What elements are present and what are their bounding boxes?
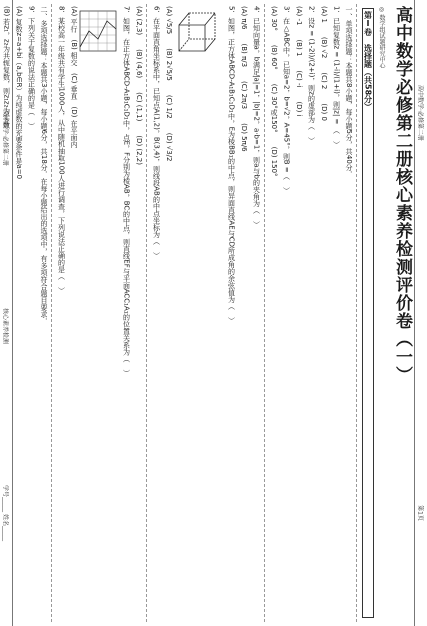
right-binding-strip <box>414 0 427 626</box>
grid-chart-icon <box>78 9 118 57</box>
question-4: 4．已知向量a，b满足|a|=1，|b|=2，a·b=1，则a与b的夹角为（ ） <box>252 6 261 229</box>
column-2 <box>146 4 262 622</box>
text-line: 一、单项选择题：本题共8小题，每小题5分，共40分． <box>345 6 353 178</box>
option-9a: (A) 复数z=a+bi（a,b∈R）为纯虚数的充要条件是a=0 <box>15 6 23 180</box>
options-5: (A) √5/5 (B) 2√5/5 (C) 1/2 (D) √3/2 <box>165 6 173 162</box>
options-3: (A) 30° (B) 60° (C) 30°或150° (D) 150° <box>270 6 278 177</box>
right-strip-text-1: 高中数学·必修第二册 <box>416 84 424 141</box>
left-strip-text-3: 学号_____ 姓名_____ <box>1 485 9 542</box>
options-6: (A) (2,3) (B) (4,6) (C) (1,1) (D) (2,2) <box>135 6 143 165</box>
options-1: (A) 1 (B) √2 (C) 2 (D) 0 <box>320 6 328 121</box>
question-3: 3．在△ABC中，已知a=2，b=√2，A=45°，则B =（ ） <box>282 6 291 194</box>
question-7: 7．如图，在正方体ABCD-A₁B₁C₁D₁中，点E，F分别为棱AB，BC的中点，则直线EF与平面ACC₁A₁的位置关系为（ ） <box>122 6 131 377</box>
question-9: 9．下列关于复数的说法正确的是（ ） <box>27 6 36 130</box>
option-9b: (B) 若z₁，z₂为共轭复数，则z₁z₂为实数 <box>2 6 11 129</box>
column-3 <box>51 4 144 622</box>
column-title <box>356 4 413 622</box>
left-strip-text-2: 核心素养检测 <box>1 307 9 344</box>
question-8: 8．某校高一年级共有学生1000人，从中随机抽取100人进行调查，下列说法正确的是（ ） <box>57 6 66 294</box>
question-2: 2．设z = (1-2i)/(2+i)，则z的虚部为（ ） <box>307 6 316 145</box>
section-heading-1: 第Ⅰ卷 选择题（共58分） <box>362 8 374 618</box>
question-1: 1．已知复数z = (1-i)/(1+i)，则|z| = （ ） <box>332 6 341 148</box>
left-strip-text-1: 高中数学·必修第二册 <box>1 109 9 166</box>
question-5: 5．如图，正方体ABCD-A₁B₁C₁D₁中，E为棱BB₁的中点，则异面直线AE与CD所成角的余弦值为（ ） <box>227 6 236 324</box>
column-4 <box>0 4 49 622</box>
cube-figure-icon <box>175 9 221 59</box>
right-strip-text-2: 第1页 <box>416 505 424 522</box>
options-7: (A) 平行 (B) 相交 (C) 垂直 (D) 在平面内 <box>70 6 78 148</box>
section-multi-choice: 二、多项选择题：本题共3小题，每小题6分，共18分．在每小题给出的选项中，有多项符合题目要求． <box>40 6 48 325</box>
column-1 <box>264 4 355 622</box>
options-2: (A) -1 (B) 1 (C) -i (D) i <box>295 6 303 117</box>
page-subtitle: ◎ 数学组试题研究中心 <box>378 6 385 69</box>
options-4: (A) π/6 (B) π/3 (C) 2π/3 (D) 5π/6 <box>240 6 248 152</box>
page-title: 高中数学必修第二册核心素养检测评价卷（一） <box>392 6 412 384</box>
question-6: 6．在平面直角坐标系中，已知点A(1,2)，B(3,4)，则线段AB的中点坐标为（ ） <box>152 6 161 259</box>
